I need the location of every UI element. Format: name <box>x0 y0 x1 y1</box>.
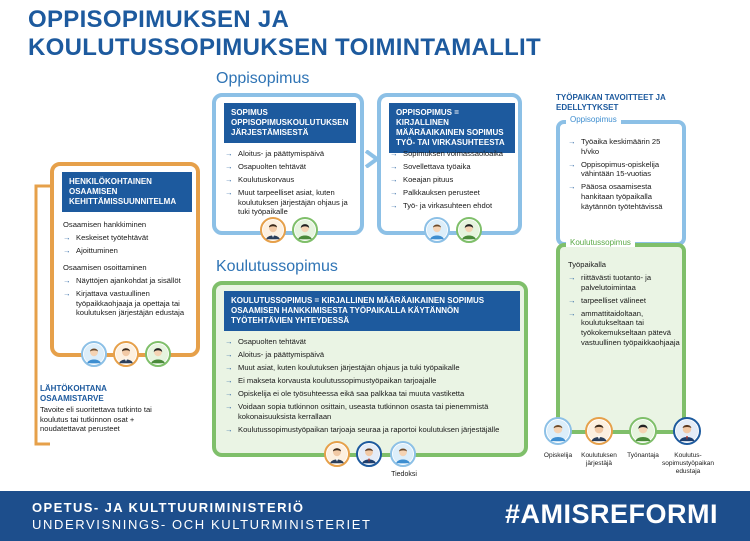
list-item: → ammattitaidoltaan, koulutukseltaan tai työkokemukseltaan pätevä vastuullinen työpaikkaohjaaja <box>568 309 680 347</box>
oppisopimus-contract-header: OPPISOPIMUS = KIRJALLINEN MÄÄRÄAIKAINEN SOPIMUS TYÖ- TAI VIRKASUHTEESTA <box>389 103 515 153</box>
legend-provider-icon <box>585 417 613 445</box>
employer-icon <box>292 217 318 243</box>
tavoitteet-header: TYÖPAIKAN TAVOITTEET JA EDELLYTYKSET <box>556 93 666 112</box>
legend-workplace-rep-icon <box>673 417 701 445</box>
list-item: → Oppisopimus-opiskelija vähintään 15-vuotias <box>568 160 678 179</box>
list-item: → Koulutuskorvaus <box>225 175 353 185</box>
tiedoksi-label: Tiedoksi <box>391 471 417 478</box>
oppisopimus-agreement-header: SOPIMUS OPPISOPIMUSKOULUTUKSEN JÄRJESTÄMISESTÄ <box>224 103 356 143</box>
oppisopimus-contract-box <box>377 93 522 235</box>
student-icon <box>424 217 450 243</box>
list-item: → Opiskelija ei ole työsuhteessa eikä saa palkkaa tai muuta vastiketta <box>225 389 521 399</box>
koulutussopimus-label: Koulutussopimus <box>216 258 338 275</box>
hoks-box <box>50 162 200 357</box>
list-item: → Työ- ja virkasuhteen ehdot <box>390 201 514 211</box>
legend-label: Työnantaja <box>627 452 659 459</box>
tavoitteet-oppisopimus-box <box>556 115 686 246</box>
hoks-header: HENKILÖKOHTAINEN OSAAMISEN KEHITTÄMISSUUNNITELMA <box>62 172 192 212</box>
hoks-group1-list <box>63 233 193 259</box>
oppisopimus-agreement-box <box>212 93 364 235</box>
tavoitteet-kou-list <box>568 273 680 351</box>
list-item: → Koeajan pituus <box>390 175 514 185</box>
list-item: → Muut asiat, kuten koulutuksen järjestäjän ohjaus ja tuki työpaikalle <box>225 363 521 373</box>
hoks-group2-list <box>63 276 191 321</box>
tavoitteet-kou-title: Työpaikalla <box>568 260 606 269</box>
employer-icon <box>456 217 482 243</box>
page-title-line2: KOULUTUSSOPIMUKSEN TOIMINTAMALLIT <box>28 34 541 61</box>
list-item: → Voidaan sopia tutkinnon osittain, useasta tutkinnon osasta tai pienemmistä kokonaisuuksista kerrallaan <box>225 402 521 421</box>
start-title: LÄHTÖKOHTANA OSAAMISTARVE <box>40 384 107 403</box>
page-title-line1: OPPISOPIMUKSEN JA <box>28 6 290 33</box>
list-item: → Ajoittuminen <box>63 246 193 256</box>
list-item: → tarpeelliset välineet <box>568 296 680 306</box>
employer-icon <box>145 341 171 367</box>
list-item: → Osapuolten tehtävät <box>225 162 353 172</box>
list-item: → Keskeiset työtehtävät <box>63 233 193 243</box>
list-item: → Koulutussopimustyöpaikan tarjoaja seuraa ja raportoi koulutuksen järjestäjälle <box>225 425 521 435</box>
list-item: → Työaika keskimäärin 25 h/vko <box>568 137 678 156</box>
koulutussopimus-header: KOULUTUSSOPIMUS = KIRJALLINEN MÄÄRÄAIKAINEN SOPIMUS OSAAMISEN HANKKIMISESTA TYÖPAIKALLA KÄYTÄNNÖN TYÖTEHTÄVIEN YHTEYDESSÄ <box>224 291 520 331</box>
list-item: → Aloitus- ja päättymispäivä <box>225 350 521 360</box>
student-icon <box>390 441 416 467</box>
provider-icon <box>324 441 350 467</box>
tavoitteet-opp-list <box>568 137 678 215</box>
provider-icon <box>113 341 139 367</box>
list-item: → Pääosa osaamisesta hankitaan työpaikalla käytännön työtehtävissä <box>568 182 678 211</box>
hashtag: #AMISREFORMI <box>504 499 718 529</box>
list-item: → Muut tarpeelliset asiat, kuten koulutuksen järjestäjän ohjaus ja tuki työpaikalle <box>225 188 353 217</box>
tavoitteet-opp-label: Oppisopimus <box>566 115 621 124</box>
legend-label: Koulutuksen järjestäjä <box>581 452 617 467</box>
list-item: → Aloitus- ja päättymispäivä <box>225 149 353 159</box>
tavoitteet-kou-label: Koulutussopimus <box>566 238 635 247</box>
footer-line1: OPETUS- JA KULTTUURIMINISTERIÖ <box>32 500 305 515</box>
workplace-rep-icon <box>356 441 382 467</box>
hoks-group1-title: Osaamisen hankkiminen <box>63 220 147 229</box>
list-item: → Osapuolten tehtävät <box>225 337 521 347</box>
legend-label: Opiskelija <box>543 452 573 459</box>
page-title <box>28 6 548 62</box>
list-item: → Sopimuksen voimassaoloaika <box>390 149 514 159</box>
tavoitteet-koulutussopimus-box <box>556 238 686 434</box>
legend-label: Koulutus-sopimustyöpaikan edustaja <box>662 452 715 475</box>
hoks-group2-title: Osaamisen osoittaminen <box>63 263 147 272</box>
oppisopimus-agreement-list <box>225 149 353 221</box>
list-item: → riittävästi tuotanto- ja palvelutoimintaa <box>568 273 680 292</box>
provider-icon <box>260 217 286 243</box>
oppisopimus-contract-list <box>390 149 514 214</box>
footer <box>0 491 750 541</box>
koulutussopimus-list <box>225 337 521 438</box>
footer-line2: UNDERVISNINGS- OCH KULTURMINISTERIET <box>32 517 372 532</box>
list-item: → Ei makseta korvausta koulutussopimustyöpaikan tarjoajalle <box>225 376 521 386</box>
list-item: → Kirjattava vastuullinen työpaikkaohjaaja ja opettaja tai koulutuksen järjestäjän edustaja <box>63 289 191 318</box>
student-icon <box>81 341 107 367</box>
list-item: → Sovellettava työaika <box>390 162 514 172</box>
koulutussopimus-box <box>212 281 528 457</box>
list-item: → Palkkauksen perusteet <box>390 188 514 198</box>
list-item: → Näyttöjen ajankohdat ja sisällöt <box>63 276 191 286</box>
legend-student-icon <box>544 417 572 445</box>
legend-employer-icon <box>629 417 657 445</box>
start-text: Tavoite eli suoritettava tutkinto tai koulutus tai tutkinnon osat + noudatettavat perusteet <box>40 405 152 434</box>
oppisopimus-label: Oppisopimus <box>216 70 310 87</box>
